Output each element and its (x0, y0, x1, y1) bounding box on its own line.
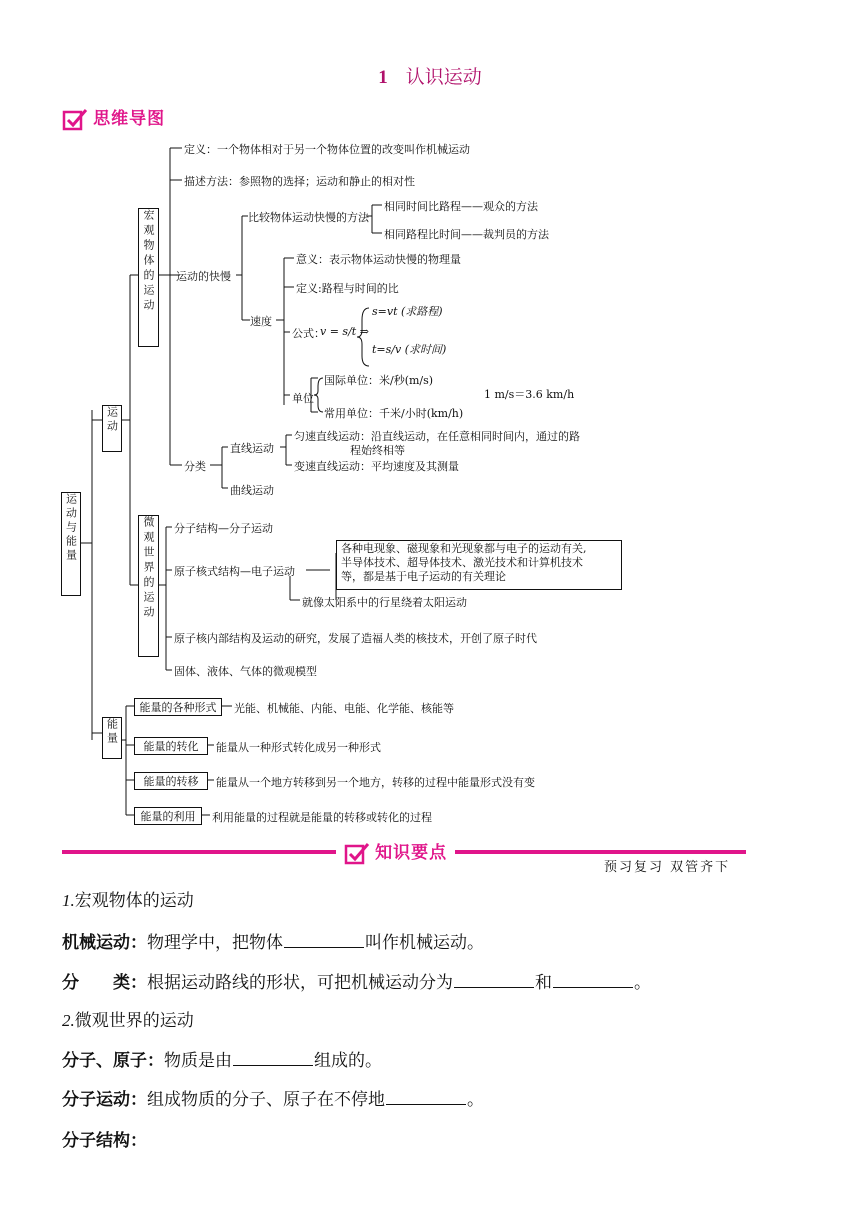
molecule-text: 分子结构—分子运动 (174, 522, 273, 535)
point-line-atoms: 分子、原子：物质是由 组成的。 (62, 1051, 382, 1071)
formula-v: v = s/t ⇒ (320, 325, 369, 338)
speed-text: 速度 (250, 315, 272, 328)
conversion-text: 1 m/s＝3.6 km/h (484, 388, 575, 401)
same-distance-text: 相同路程比时间——裁判员的方法 (384, 228, 549, 241)
root-node: 运动与能量 (61, 492, 81, 596)
lesson-title: 认识运动 (405, 66, 482, 88)
common-unit-text: 常用单位：千米/小时(km/h) (324, 407, 464, 420)
fill-blank[interactable] (454, 986, 534, 988)
energy-use-box: 能量的利用 (134, 807, 202, 825)
energy-convert-text: 能量从一种形式转化成另一种形式 (216, 741, 381, 754)
energy-forms-text: 光能、机械能、内能、电能、化学能、核能等 (234, 702, 454, 715)
energy-node: 能量 (102, 717, 122, 759)
point-line-classify: 分 类：根据运动路线的形状，可把机械运动分为 和 。 (62, 973, 651, 993)
energy-use-text: 利用能量的过程就是能量的转移或转化的过程 (212, 811, 432, 824)
speed-definition-text: 定义:路程与时间的比 (296, 282, 399, 295)
formula-t: t=s/v (求时间) (372, 343, 447, 356)
section-subtitle: 预习复习 双管齐下 (604, 860, 731, 875)
fill-blank[interactable] (553, 986, 633, 988)
atom-text: 原子核式结构—电子运动 (174, 565, 295, 578)
formula-s: s=vt (求路程) (372, 305, 443, 318)
fill-blank[interactable] (233, 1064, 313, 1066)
section-title: 知识要点 (375, 843, 448, 863)
motion-node: 运动 (102, 405, 122, 452)
energy-convert-box: 能量的转化 (134, 737, 208, 755)
macro-motion-node: 宏观物体的运动 (138, 208, 159, 347)
section-title: 思维导图 (93, 109, 166, 129)
energy-transfer-text: 能量从一个地方转移到另一个地方，转移的过程中能量形式没有变 (216, 776, 535, 789)
lesson-number: 1 (378, 67, 388, 88)
si-unit-text: 国际单位：米/秒(m/s) (324, 374, 434, 387)
energy-forms-box: 能量的各种形式 (134, 698, 222, 716)
point-line-molecular-motion: 分子运动：组成物质的分子、原子在不停地 。 (62, 1090, 484, 1110)
atom-explanation-box: 各种电现象、磁现象和光现象都与电子的运动有关, 半导体技术、超导体技术、激光技术和计算机技术 等，都是基于电子运动的有关理论 (336, 540, 622, 590)
unit-text: 单位 (292, 392, 314, 405)
states-text: 固体、液体、气体的微观模型 (174, 665, 317, 678)
point-heading-2: 2.微观世界的运动 (62, 1011, 194, 1031)
curve-motion-text: 曲线运动 (230, 484, 274, 497)
uniform-motion-text: 匀速直线运动：沿直线运动，在任意相同时间内，通过的路 (294, 430, 580, 443)
classify-text: 分类 (184, 460, 206, 473)
energy-transfer-box: 能量的转移 (134, 772, 208, 790)
straight-motion-text: 直线运动 (230, 442, 274, 455)
fastness-text: 运动的快慢 (176, 270, 231, 283)
solar-text: 就像太阳系中的行星绕着太阳运动 (302, 596, 467, 609)
definition-text: 定义：一个物体相对于另一个物体位置的改变叫作机械运动 (184, 143, 470, 156)
section-header-points (336, 838, 455, 866)
fill-blank[interactable] (386, 1103, 466, 1105)
point-heading-1: 1.宏观物体的运动 (62, 891, 194, 911)
formula-label: 公式： (292, 327, 325, 340)
variable-motion-text: 变速直线运动：平均速度及其测量 (294, 460, 459, 473)
nucleus-text: 原子核内部结构及运动的研究，发展了造福人类的核技术，开创了原子时代 (174, 632, 537, 645)
point-line-mechanical: 机械运动：物理学中，把物体 叫作机械运动。 (62, 933, 484, 953)
micro-motion-node: 微观世界的运动 (138, 515, 159, 657)
point-line-molecular-structure: 分子结构： (62, 1131, 147, 1151)
fill-blank[interactable] (284, 946, 364, 948)
meaning-text: 意义：表示物体运动快慢的物理量 (296, 253, 461, 266)
uniform-motion-text-2: 程始终相等 (350, 444, 405, 457)
checkbox-icon (344, 842, 370, 866)
describe-text: 描述方法：参照物的选择；运动和静止的相对性 (184, 175, 415, 188)
same-time-text: 相同时间比路程——观众的方法 (384, 200, 538, 213)
speed-compare-text: 比较物体运动快慢的方法 (248, 211, 369, 224)
